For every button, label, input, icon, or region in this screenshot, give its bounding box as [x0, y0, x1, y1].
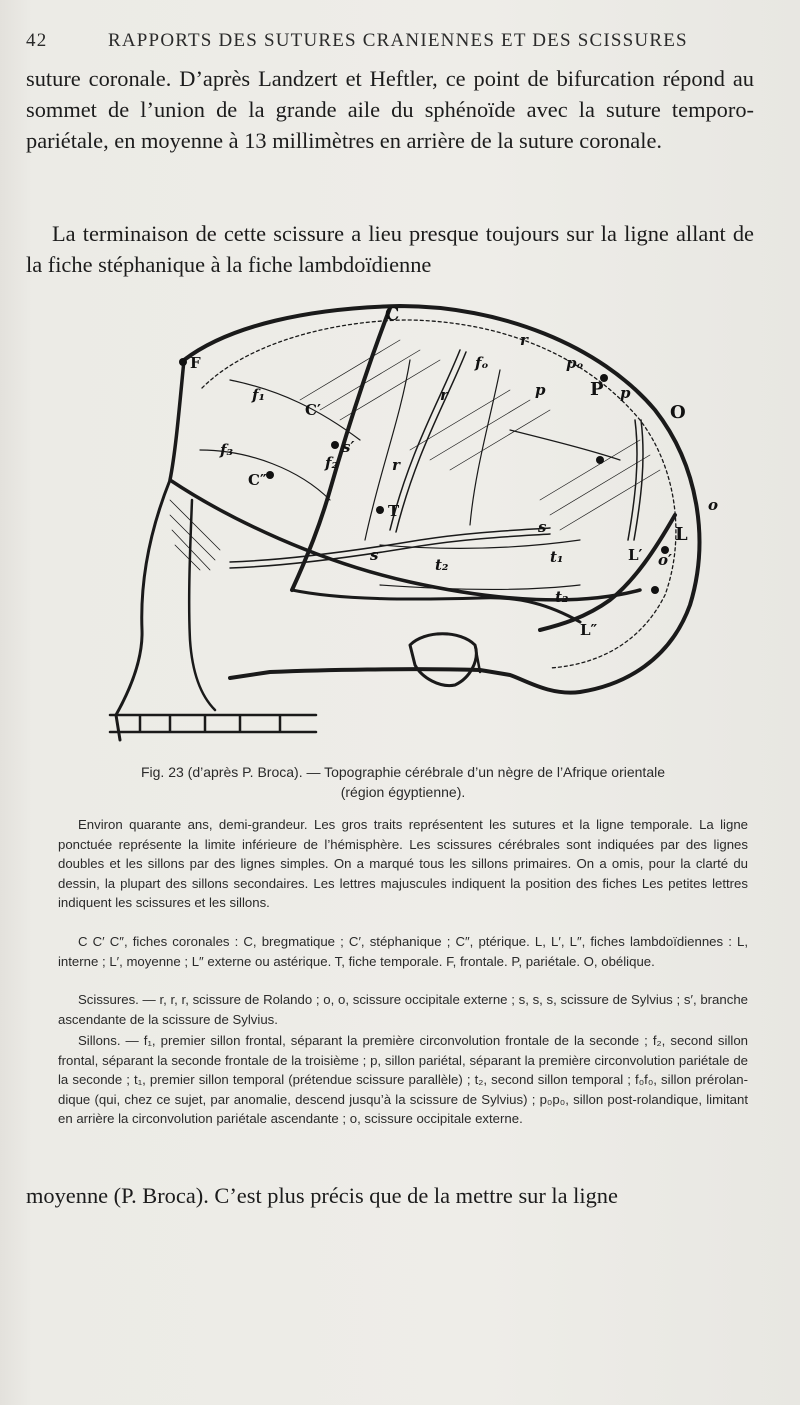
- label-p-1: p: [535, 381, 546, 399]
- label-t2-b: t₂: [555, 588, 569, 606]
- second-temporal-sulcus: [380, 585, 580, 590]
- face-outline: [116, 480, 170, 740]
- label-f1: f₁: [252, 386, 266, 404]
- temporal-suture: [292, 590, 580, 622]
- page-number: 42: [26, 30, 48, 51]
- teeth-row: [110, 715, 316, 732]
- label-s-2: s: [538, 518, 547, 536]
- label-fo: fₒ: [475, 354, 489, 372]
- caption-line-1: Fig. 23 (d’après P. Broca). — Topographie cérébrale d’un nègre de l’Afrique orientale: [140, 764, 665, 780]
- label-C: C: [385, 304, 400, 325]
- label-P: P: [590, 379, 604, 400]
- label-L: L: [675, 524, 688, 545]
- first-frontal-sulcus: [230, 380, 360, 440]
- parietal-sulcus: [510, 430, 620, 460]
- brain-skull-diagram: [80, 300, 720, 745]
- label-o-prime: o′: [658, 551, 672, 569]
- sylvian-fissure: [230, 528, 550, 562]
- label-po: pₒ: [566, 354, 584, 372]
- legend-paragraph-4: Sillons. — f₁, premier sillon frontal, séparant la première circonvolution frontale de la seconde ; f₂, second sillon frontal, séparant la seconde frontale de la troisième ; p, sillon pariétal, séparant la première circonvolution pariétale de la seconde ; t₁, premier sillon temporal (prétendue scissure parallèle) ; t₂, second sillon temporal ; f₀f₀, sillon prérolandique (qui, chez ce sujet, par anomalie, descend jusqu’à la scissure de Sylvius) ; p₀p₀, sillon post-rolandique, limitant en arrière la circonvolution pariétale ascendante ; o, scissure occipitale externe.: [58, 1033, 748, 1126]
- label-L-prime: L′: [628, 546, 643, 564]
- rolandic-fissure: [390, 350, 460, 530]
- label-r-2: r: [440, 386, 448, 404]
- label-f2: f₂: [325, 454, 339, 472]
- label-f3: f₃: [220, 441, 234, 459]
- label-C-prime: C′: [305, 401, 321, 419]
- body-paragraph-3: moyenne (P. Broca). C’est plus précis que de la mettre sur la ligne: [26, 1183, 618, 1208]
- label-r-1: r: [520, 331, 528, 349]
- legend-paragraph-1: Environ quarante ans, demi-grandeur. Les gros traits représentent les sutures et la ligne temporale. La ligne ponctuée représente la limite inférieure de l’hémisphère. Les scissures cérébrales sont indiquées par des lignes doubles et les sillons par des lignes simples. On a marqué tous les sillons primaires. On a omis, pour la clarté du dessin, la plupart des sillons secondaires. Les lettres majuscules indiquent la position des fiches Les petites lettres indiquent les scissures et les sillons.: [58, 817, 748, 910]
- label-F: F: [190, 354, 201, 372]
- label-C-double-prime: C″: [248, 471, 267, 489]
- label-r-3: r: [392, 456, 400, 474]
- ear-region: [410, 634, 476, 686]
- label-O: O: [670, 402, 686, 423]
- body-paragraph-1: suture coronale. D’après Landzert et Heftler, ce point de bifurcation répond au sommet de l’union de la grande aile du sphénoïde avec la suture temporo-pariétale, en moyenne à 13 millimètres en arrière de la suture coronale.: [26, 66, 754, 153]
- figure-caption: [58, 762, 748, 802]
- label-t1: t₁: [550, 548, 564, 566]
- label-L-double-prime: L″: [580, 621, 598, 639]
- postrolandic-sulcus: [470, 370, 500, 525]
- label-s-1: s: [370, 546, 379, 564]
- caption-line-2: (région égyptienne).: [340, 784, 466, 800]
- body-paragraph-2: La terminaison de cette scissure a lieu presque toujours sur la ligne allant de la fiche stéphanique à la fiche lambdoïdienne: [26, 221, 754, 277]
- occipital-fissure: [628, 420, 637, 540]
- legend-paragraph-3: Scissures. — r, r, r, scissure de Rolando ; o, o, scissure occipitale externe ; s, s, s, scissure de Sylvius ; s′, branche ascendante de la scissure de Sylvius.: [58, 992, 748, 1027]
- legend-paragraph-2: C C′ C″, fiches coronales : C, bregmatique ; C′, stéphanique ; C″, ptérique. L, L′, L″, fiches lambdoïdiennes : L, interne ; L′, moyenne ; L″ externe ou astérique. T, fiche temporale. F, frontale. P, pariétale. O, obélique.: [58, 934, 748, 969]
- label-s-prime: s′: [342, 438, 355, 456]
- orbit-hatching: [170, 500, 220, 570]
- label-t2-a: t₂: [435, 556, 449, 574]
- running-title: RAPPORTS DES SUTURES CRANIENNES ET DES SCISSURES: [108, 30, 688, 51]
- brain-lower-limit: [202, 320, 676, 668]
- label-T: T: [388, 502, 400, 520]
- label-o: o: [708, 496, 719, 514]
- label-p-2: p: [620, 384, 631, 402]
